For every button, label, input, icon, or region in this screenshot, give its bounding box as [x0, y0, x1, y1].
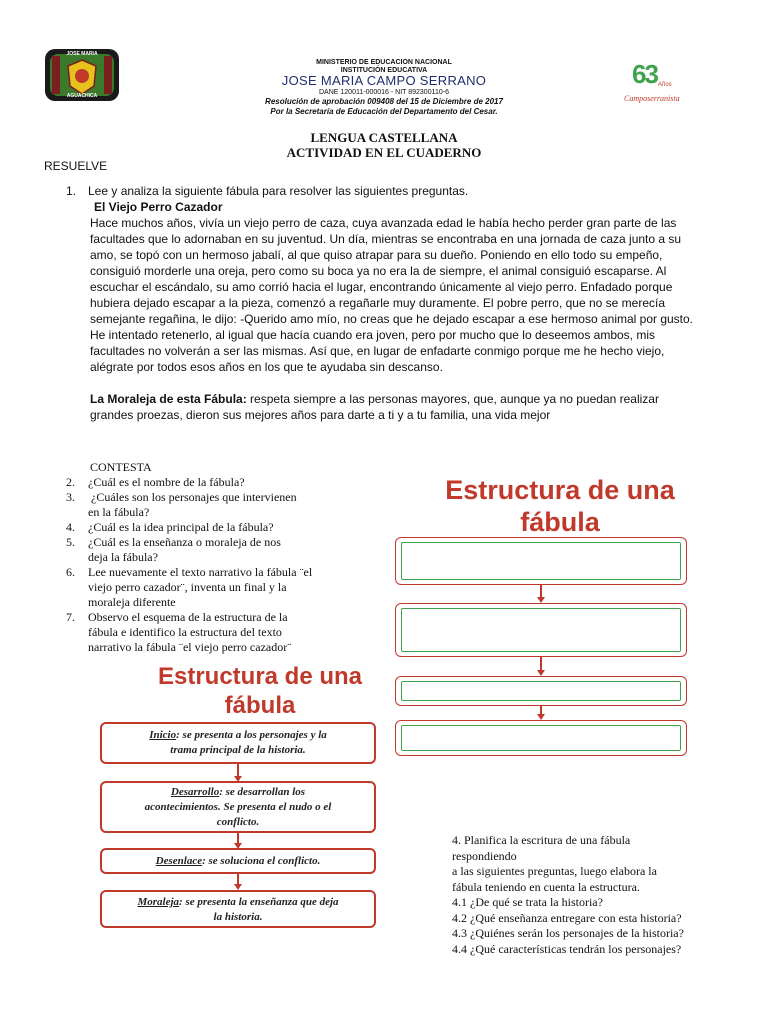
planning-line: a las siguientes preguntas, luego elabora la [452, 864, 657, 878]
planning-line: 4. Planifica la escritura de una fábula [452, 833, 631, 847]
planning-line: respondiendo [452, 848, 517, 863]
planning-line: fábula teniendo en cuenta la estructura. [452, 879, 640, 894]
contesta-heading: CONTESTA [90, 460, 152, 474]
fable-intro-text: Lee y analiza la siguiente fábula para resolver las siguientes preguntas. [88, 184, 469, 198]
structure-right-box [395, 676, 687, 706]
school-name: JOSE MARIA CAMPO SERRANO [281, 73, 487, 88]
fable-line: Hace muchos años, vivía un viejo perro de caza, cuya avanzada edad le había hecho perder gran parte de las [90, 216, 677, 230]
crest-text-top: JOSE MARIA [66, 51, 98, 57]
school-crest [44, 48, 120, 102]
dane-line: DANE 120011-000016 - NIT 892300110-6 [319, 89, 449, 96]
question-item: 3. ¿Cuáles son los personajes que intervienen en la fábula? [66, 490, 297, 519]
question-item: 2. ¿Cuál es el nombre de la fábula? [66, 475, 245, 489]
institution-label: INSTITUCIÓN EDUCATIVA [340, 67, 428, 74]
structure-right-box [395, 720, 687, 756]
fable-line: escuchar el escándalo, su amo corrió hacia el lugar, encontrando únicamente al viejo perro. Enfadado porque [90, 280, 673, 294]
desarrollo-label: Desarrollo [170, 786, 220, 798]
moraleja-label: Moraleja [137, 896, 180, 908]
moral-text: respeta siempre a las personas mayores, que, aunque ya no puedan realizar [246, 392, 659, 406]
fable-title: El Viejo Perro Cazador [94, 200, 223, 214]
structure-right-box [395, 537, 687, 585]
ministry-line: MINISTERIO DE EDUCACION NACIONAL [316, 59, 452, 66]
anniversary-logo [624, 60, 688, 108]
planning-line: 4.1 ¿De qué se trata la historia? [452, 895, 603, 909]
question-item: 6. Lee nuevamente el texto narrativo la fábula ¨el viejo perro cazador¨, inventa un final y la moraleja diferente [66, 565, 313, 609]
anniversary-years: Años [658, 82, 672, 88]
questions-list [66, 475, 366, 655]
structure-box-desarrollo: Desarrollo: se desarrollan los acontecimientos. Se presenta el nudo o el conflicto. [100, 781, 376, 833]
structure-right-box [395, 603, 687, 657]
fable-line: facultades que lo adornaban en su juventud. Un día, mientras se encontraba en una jornada de caza junto a su [90, 232, 682, 246]
item-number: 1. [66, 184, 77, 198]
structure-right-title: Estructura de una fábula [445, 475, 675, 537]
fable-line: semejante regañina, le dijo: -Querido amo mío, no creas que he dejado escapar a ese hermoso animal por gusto. [90, 312, 694, 326]
fable-line: amo, se topó con un hermoso jabalí, al que quiso atrapar para su dueño. Poniendo en ello todo su empeño, [90, 248, 663, 262]
inicio-label: Inicio [149, 729, 177, 741]
resolution-line: Resolución de aprobación 009408 del 15 de Diciembre de 2017 [265, 97, 503, 106]
planning-line: 4.3 ¿Quiénes serán los personajes de la historia? [452, 926, 684, 940]
fable-intro [66, 183, 726, 199]
fable-line: alégrate por todos esos años en los que te ayudaba sin descanso. [90, 360, 443, 374]
anniversary-script: Camposerranista [624, 94, 680, 103]
structure-left-title: Estructura de una fábula [157, 663, 363, 719]
question-item: 5. ¿Cuál es la enseñanza o moraleja de nos deja la fábula? [66, 535, 281, 564]
planning-line: 4.2 ¿Qué enseñanza entregare con esta historia? [452, 910, 682, 925]
planning-line: 4.4 ¿Qué características tendrán los personajes? [452, 941, 682, 956]
fable-body [90, 215, 750, 375]
question-item: 7. Observo el esquema de la estructura de la fábula e identifico la estructura del texto narrativo la fábula ¨el viejo perro cazador¨ [66, 610, 292, 654]
fable-moral [90, 391, 750, 423]
planning-section [452, 833, 752, 957]
structure-box-desenlace: Desenlace: se soluciona el conflicto. [100, 848, 376, 874]
structure-box-inicio: Inicio: se presenta a los personajes y la trama principal de la historia. [100, 722, 376, 764]
resuelve-label: RESUELVE [44, 159, 108, 173]
subject-title: LENGUA CASTELLANA [310, 130, 458, 145]
anniversary-number: 63 [632, 59, 657, 89]
fable-line: facultades no volverán a ser las mismas. Así que, en lugar de enfadarte conmigo porque me he hecho viejo, [90, 344, 665, 358]
desenlace-label: Desenlace [155, 855, 203, 867]
moral-text-2: grandes proezas, dieron sus mejores años para darte a ti y a tu familia, una vida mejor [90, 408, 551, 422]
fable-line: hubiera dejado escapar a la pieza, comenzó a regañarle muy duramente. El pobre perro, que no se merecía [90, 296, 666, 310]
crest-text-bottom: AGUACHICA [66, 93, 98, 99]
structure-box-moraleja: Moraleja: se presenta la enseñanza que deja la historia. [100, 890, 376, 928]
activity-title: ACTIVIDAD EN EL CUADERNO [286, 145, 482, 160]
secretary-line: Por la Secretaría de Educación del Departamento del Cesar. [270, 107, 498, 116]
fable-line: He intentado retenerlo, al igual que hacía cuando era joven, pero por mucho que lo deseemos ambos, mis [90, 328, 656, 342]
fable-line: consiguió morderle una oreja, pero como su boca ya no era la de siempre, el animal consiguió escaparse. Al [90, 264, 667, 278]
moral-label: La Moraleja de esta Fábula: [90, 392, 247, 406]
question-item: 4. ¿Cuál es la idea principal de la fábula? [66, 520, 274, 534]
